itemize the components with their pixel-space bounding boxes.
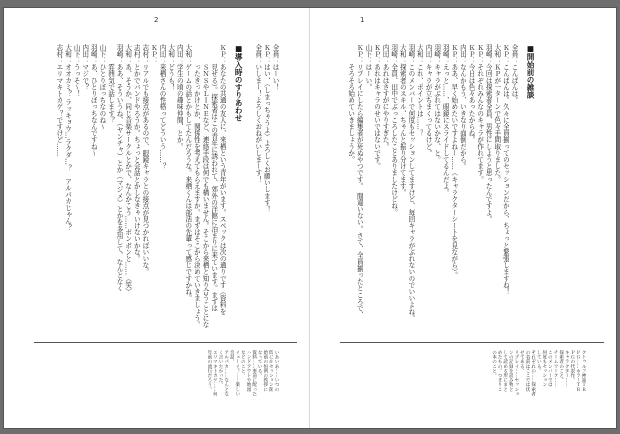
text-line: 志村：リアルでも接点があるので、眼鏡キャラとの接点が見つかればいいな。 — [140, 44, 149, 275]
text-line: 大和：探索者のスキル、ちゃんと振り分けてます。 — [398, 44, 407, 196]
footnote-line: リプレイ……セッショ — [513, 350, 519, 396]
footnote-line: 何度もセッション — [541, 350, 547, 387]
text-line: ったきっかけとか、関係性を考えてもらえますか。まずはそこから決めていきましょう。 — [192, 44, 201, 328]
footnotes-left — [23, 350, 279, 416]
footnote-line: エリマキトカゲ……何 — [212, 350, 218, 396]
text-line: 羽崎：ああ、そういうね、（ヤンチャ）とか（マジメ）とかを多用して、なんとなく — [115, 44, 124, 292]
footnote-line: アルパカ……なんとな — [223, 350, 229, 396]
footnote-line: 始前の恒例の挨拶に — [262, 350, 268, 392]
text-line: 内田：学生の頃の趣味仲間、とか。 — [175, 44, 184, 150]
text-line: 大和：ゲームの話とかもしてたんだろうな。来栖くんは部活の先輩って感じですかね。 — [183, 44, 192, 302]
text-line: 大和：これ、ポイントは……？ — [415, 44, 424, 137]
footnote-line: ＰＧ……ホラーＴＲ — [575, 350, 581, 392]
text-line: ＫＰ：それぞれみんなのキャラが作れてます。 — [475, 44, 484, 183]
footnote-line: の本のこと。 — [491, 350, 497, 378]
text-line: ＫＰ：リプレイにしたら編集者が死ぬやつです。 間違いない。さて、全員揃ったところで、 — [355, 44, 364, 318]
page-right — [310, 8, 616, 428]
footnote-divider — [340, 342, 604, 343]
text-line: 全員：こんばんは。 — [510, 44, 518, 104]
text-line: ＫＰ：はい、（しまっちゃうよ）よろしくお願いします！ — [262, 44, 271, 213]
text-line: 羽崎：このメンバーで何度もセッションしてますけど、毎回キャラがぶれないのでいいよね。 — [406, 44, 415, 322]
text-line: 内田：来栖さんの性格ってどういう……？ — [158, 44, 167, 170]
footnote-line: く言いたかった。 — [218, 350, 224, 387]
footnote-line: して読める形にまと — [502, 350, 508, 392]
footnote-line: 年前の流行だろう。 — [206, 350, 212, 392]
footnotes-right — [330, 350, 586, 416]
footnote-line: なっている。 — [257, 350, 263, 378]
footnote-line: 間にかセッション開 — [268, 350, 274, 392]
footnote-line: イェーイ！……楽しい — [234, 350, 240, 396]
footnote-line: ハンドアウトや地図 — [246, 350, 252, 392]
text-line: 雰囲気で話します？ — [106, 44, 115, 124]
footnote-line: クトゥルフ神話ＴＲ — [581, 350, 586, 392]
text-line: 羽崎：全員、田中でぶっころしたことありましたけどね。 — [389, 44, 398, 216]
text-line: 内田：なんかもう、いきなり面倒だから。 — [458, 44, 467, 170]
text-line: ＫＰ：あれはキャラのせいではないです。 — [372, 44, 381, 170]
section-heading: ■開始前の雑談 — [526, 44, 535, 99]
footnote-line: 資料……事前に配った — [251, 350, 257, 396]
text-line: ＫＰ：こんばんは。久々に全員揃ってのセッションだから、ちょっと緊張しますね！ — [501, 44, 510, 295]
text-line: ＫＰ：今日は色々あったからね。 — [467, 44, 476, 143]
text-line: 羽崎：あ、ひとりぼっちなんですね〜 — [89, 44, 98, 157]
footnote-line: チームワーク…… — [553, 350, 559, 387]
footnote-line: 探索者のこと。 — [558, 350, 564, 383]
footnote-line: せてある。 — [519, 350, 525, 373]
footnote-line: それぞれの……探索者 — [530, 350, 536, 396]
text-line: 山下：ひとりぼっちなのね〜 — [97, 44, 106, 130]
text-line: 大和：あ、そうか、同じ音楽サークルとかで、なんかこう……ボンボンと……（笑） — [123, 44, 132, 295]
page-left — [4, 8, 310, 428]
page-number-left: 2 — [154, 16, 159, 24]
page-number-right: 1 — [360, 16, 365, 24]
text-line: 大和：どうも！ — [166, 44, 175, 91]
text-line: 大和：ＫＰが一ターンで色々手間取りました。 — [492, 44, 501, 183]
book-spread — [4, 8, 616, 428]
section-heading: ■導入時のすりあわせ — [234, 44, 244, 122]
text-line: ＫＰ： — [149, 44, 158, 64]
footnote-line: キャラクター…… — [564, 350, 570, 387]
text-line: ＫＰ：ああ、早く始めたいですよねー……（キャラクターシートを見ながら）。 — [449, 44, 458, 279]
text-line: 山下：うっそ〜！ — [72, 44, 81, 97]
footnote-line: の名前はここでは伏 — [525, 350, 531, 392]
text-line: 山下：はーい。 — [363, 44, 372, 91]
text-line: 羽崎：キャラがぶれてはないかな、と。 — [432, 44, 441, 163]
text-line: 内田：マジで？ — [80, 44, 89, 91]
text-line: 志村：とかでバンドやろうか。ちょっと会話とかしなきゃいけないかな。 — [132, 44, 141, 262]
text-line: 志村：エリマキトカゲ？ですけど…… — [54, 44, 63, 157]
text-line: 羽崎：えっと……、眼鏡にスライドしてるんだよ。 — [441, 44, 450, 196]
footnote-line: 会話。 — [229, 350, 235, 364]
left-body — [23, 44, 279, 328]
text-line: 全員：いしまー！よろしくおねがいしまーす！ — [253, 44, 262, 183]
text-line: 羽崎：今回は探索者全員、男性にしようと思ったんですよ。 — [484, 44, 493, 223]
text-line: 見せる）。探索者はこの青年に誘われて、郊外の洋館に泊まりに来ています。まずは — [209, 44, 218, 312]
footnote-line: めたもの。つまりこ — [497, 350, 503, 392]
text-line: 内田：キャラが立ちまくってるけど。 — [424, 44, 433, 157]
text-line: 内田：あれはさすがにやりすぎた。 — [381, 44, 390, 150]
right-body — [336, 44, 536, 328]
text-line: 全員：はーい！ — [271, 44, 279, 91]
footnote-line: している。 — [536, 350, 542, 373]
text-line: そろそろ始めていきましょうか。 — [346, 44, 355, 163]
footnote-line: このメンバーでは — [547, 350, 553, 387]
footnote-line: いあいあ……いつの — [274, 350, 279, 392]
text-line: ＳＮＳやＬＩＮＥなど、連絡手段は何でも構いません。そこから来栖と知り合うことにな — [201, 44, 210, 328]
footnote-line: ンの記録を読み物と — [508, 350, 514, 392]
text-line: 大和：オオカミ？ ラッキョウ…ラクダ…？ アルパカじゃん？ — [63, 44, 72, 231]
footnote-divider — [34, 342, 297, 343]
footnote-line: などのこと。 — [240, 350, 246, 378]
footnote-line: ＰＧの代表作。 — [569, 350, 575, 383]
text-line: ＫＰ：あなたの共通の友人に、来栖という青年がいます。スペックは次の通りです（資料を — [218, 44, 227, 315]
